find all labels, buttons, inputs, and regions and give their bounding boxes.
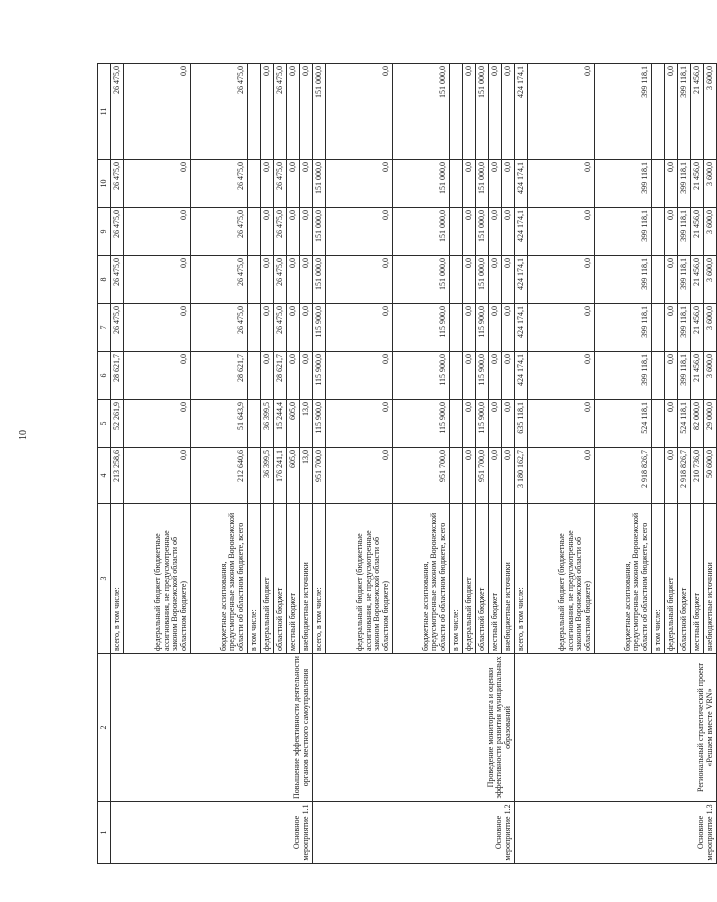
event-cell: Основное мероприятие 1.2 (313, 802, 515, 864)
amount-cell: 0,0 (326, 208, 393, 256)
amount-cell: 115 900,0 (313, 304, 326, 352)
amount-cell: 3 600,0 (704, 304, 717, 352)
amount-cell: 151 000,0 (476, 256, 489, 304)
amount-cell: 951 700,0 (393, 448, 450, 504)
amount-cell: 0,0 (463, 64, 476, 160)
page-number: 10 (18, 430, 29, 440)
amount-cell (652, 448, 665, 504)
amount-cell: 13,0 (300, 400, 313, 448)
amount-cell: 0,0 (463, 352, 476, 400)
amount-cell: 0,0 (300, 256, 313, 304)
amount-cell: 424 174,1 (515, 352, 528, 400)
amount-cell: 151 000,0 (313, 160, 326, 208)
funding-source-cell: бюджетные ассигнования, предусмотренные законом Воронежской области об областном бюджете, всего (191, 504, 248, 654)
amount-cell (248, 160, 261, 208)
amount-cell: 115 900,0 (476, 352, 489, 400)
funding-source-cell: всего, в том числе: (515, 504, 528, 654)
amount-cell (450, 256, 463, 304)
header-cell: 3 (98, 504, 111, 654)
amount-cell: 0,0 (528, 352, 595, 400)
amount-cell: 0,0 (528, 256, 595, 304)
amount-cell: 0,0 (665, 256, 678, 304)
amount-cell: 0,0 (665, 64, 678, 160)
amount-cell: 0,0 (502, 304, 515, 352)
amount-cell: 151 000,0 (313, 256, 326, 304)
amount-cell: 0,0 (463, 256, 476, 304)
amount-cell: 151 000,0 (313, 64, 326, 160)
amount-cell: 0,0 (665, 304, 678, 352)
amount-cell: 399 118,1 (678, 256, 691, 304)
amount-cell: 0,0 (665, 400, 678, 448)
amount-cell: 0,0 (502, 352, 515, 400)
event-cell: Основное мероприятие 1.3 (515, 802, 717, 864)
amount-cell: 605,0 (287, 448, 300, 504)
amount-cell (450, 352, 463, 400)
amount-cell: 0,0 (528, 208, 595, 256)
amount-cell (248, 448, 261, 504)
amount-cell: 0,0 (665, 448, 678, 504)
header-cell: 8 (98, 256, 111, 304)
amount-cell: 0,0 (300, 160, 313, 208)
amount-cell (450, 400, 463, 448)
amount-cell: 26 475,0 (274, 64, 287, 160)
amount-cell: 0,0 (528, 448, 595, 504)
header-cell: 5 (98, 400, 111, 448)
amount-cell: 26 475,0 (191, 160, 248, 208)
amount-cell: 21 456,0 (691, 208, 704, 256)
amount-cell: 424 174,1 (515, 304, 528, 352)
amount-cell: 0,0 (287, 208, 300, 256)
amount-cell: 115 900,0 (313, 352, 326, 400)
amount-cell: 0,0 (124, 64, 191, 160)
amount-cell (248, 256, 261, 304)
amount-cell: 424 174,1 (515, 64, 528, 160)
amount-cell: 26 475,0 (274, 256, 287, 304)
amount-cell: 36 399,5 (261, 400, 274, 448)
header-cell: 9 (98, 208, 111, 256)
amount-cell: 0,0 (287, 160, 300, 208)
amount-cell: 21 456,0 (691, 256, 704, 304)
funding-source-cell: внебюджетные источники (704, 504, 717, 654)
funding-source-cell: бюджетные ассигнования, предусмотренные законом Воронежской области об областном бюджете, всего (595, 504, 652, 654)
amount-cell: 399 118,1 (678, 64, 691, 160)
amount-cell: 399 118,1 (595, 352, 652, 400)
header-cell: 11 (98, 64, 111, 160)
amount-cell: 115 900,0 (393, 400, 450, 448)
amount-cell: 0,0 (489, 208, 502, 256)
amount-cell: 0,0 (489, 160, 502, 208)
amount-cell: 0,0 (665, 160, 678, 208)
amount-cell: 26 475,0 (191, 256, 248, 304)
amount-cell: 399 118,1 (595, 64, 652, 160)
amount-cell: 0,0 (489, 304, 502, 352)
amount-cell: 0,0 (261, 352, 274, 400)
amount-cell: 399 118,1 (595, 208, 652, 256)
amount-cell: 0,0 (300, 64, 313, 160)
amount-cell: 3 600,0 (704, 256, 717, 304)
amount-cell: 424 174,1 (515, 160, 528, 208)
amount-cell: 21 456,0 (691, 352, 704, 400)
amount-cell: 151 000,0 (476, 208, 489, 256)
amount-cell: 26 475,0 (274, 208, 287, 256)
amount-cell: 951 700,0 (476, 448, 489, 504)
header-cell: 1 (98, 802, 111, 864)
amount-cell: 635 118,1 (515, 400, 528, 448)
amount-cell: 151 000,0 (393, 64, 450, 160)
amount-cell: 0,0 (124, 400, 191, 448)
amount-cell: 0,0 (326, 256, 393, 304)
amount-cell: 0,0 (489, 64, 502, 160)
funding-source-cell: местный бюджет (489, 504, 502, 654)
amount-cell: 15 244,4 (274, 400, 287, 448)
amount-cell: 0,0 (463, 448, 476, 504)
amount-cell: 26 475,0 (191, 304, 248, 352)
funding-source-cell: областной бюджет (476, 504, 489, 654)
funding-source-cell: федеральный бюджет (463, 504, 476, 654)
amount-cell: 0,0 (528, 64, 595, 160)
amount-cell (248, 208, 261, 256)
amount-cell: 0,0 (665, 208, 678, 256)
amount-cell (248, 304, 261, 352)
amount-cell: 26 475,0 (274, 304, 287, 352)
amount-cell: 0,0 (489, 448, 502, 504)
amount-cell: 0,0 (489, 352, 502, 400)
amount-cell: 524 118,1 (678, 400, 691, 448)
event-name-cell: Региональный стратегический проект «Решаем вместе VRN» (515, 654, 717, 802)
amount-cell: 151 000,0 (393, 256, 450, 304)
header-cell: 6 (98, 352, 111, 400)
event-cell: Основное мероприятие 1.1 (111, 802, 313, 864)
amount-cell: 0,0 (326, 160, 393, 208)
amount-cell: 50 600,0 (704, 448, 717, 504)
amount-cell (248, 400, 261, 448)
amount-cell: 36 399,5 (261, 448, 274, 504)
amount-cell: 399 118,1 (595, 256, 652, 304)
header-cell: 7 (98, 304, 111, 352)
table-row (111, 64, 124, 864)
amount-cell: 399 118,1 (678, 304, 691, 352)
amount-cell: 0,0 (326, 304, 393, 352)
header-cell: 10 (98, 160, 111, 208)
amount-cell: 115 900,0 (313, 400, 326, 448)
amount-cell: 51 643,9 (191, 400, 248, 448)
amount-cell: 212 640,6 (191, 448, 248, 504)
amount-cell: 3 600,0 (704, 160, 717, 208)
amount-cell: 28 621,7 (111, 352, 124, 400)
funding-source-cell: областной бюджет (274, 504, 287, 654)
amount-cell: 82 000,0 (691, 400, 704, 448)
amount-cell: 0,0 (300, 208, 313, 256)
amount-cell: 52 261,9 (111, 400, 124, 448)
amount-cell: 115 900,0 (393, 304, 450, 352)
amount-cell: 151 000,0 (476, 64, 489, 160)
funding-source-cell: всего, в том числе: (313, 504, 326, 654)
amount-cell: 3 600,0 (704, 208, 717, 256)
amount-cell: 115 900,0 (476, 304, 489, 352)
amount-cell: 951 700,0 (313, 448, 326, 504)
amount-cell: 26 475,0 (111, 304, 124, 352)
amount-cell: 151 000,0 (393, 160, 450, 208)
amount-cell: 0,0 (124, 448, 191, 504)
event-name-cell: Проведение мониторинга и оценки эффективности развития муниципальных образований (313, 654, 515, 802)
amount-cell: 0,0 (326, 400, 393, 448)
amount-cell: 0,0 (124, 304, 191, 352)
amount-cell: 0,0 (463, 400, 476, 448)
amount-cell: 0,0 (124, 160, 191, 208)
amount-cell: 29 000,0 (704, 400, 717, 448)
funding-source-cell: местный бюджет (287, 504, 300, 654)
amount-cell: 26 475,0 (191, 64, 248, 160)
amount-cell (652, 160, 665, 208)
amount-cell: 151 000,0 (313, 208, 326, 256)
amount-cell: 3 180 162,7 (515, 448, 528, 504)
amount-cell: 0,0 (502, 448, 515, 504)
amount-cell (248, 352, 261, 400)
funding-source-cell: всего, в том числе: (111, 504, 124, 654)
amount-cell: 26 475,0 (111, 160, 124, 208)
amount-cell: 26 475,0 (191, 208, 248, 256)
amount-cell: 0,0 (502, 160, 515, 208)
amount-cell (450, 160, 463, 208)
funding-source-cell: федеральный бюджет (бюджетные ассигнования, не предусмотренные законом Воронежской области об областном бюджете) (124, 504, 191, 654)
funding-source-cell: областной бюджет (678, 504, 691, 654)
amount-cell: 28 621,7 (191, 352, 248, 400)
amount-cell: 424 174,1 (515, 256, 528, 304)
amount-cell: 0,0 (463, 160, 476, 208)
amount-cell: 0,0 (124, 352, 191, 400)
amount-cell: 0,0 (528, 400, 595, 448)
amount-cell: 21 456,0 (691, 160, 704, 208)
amount-cell: 524 118,1 (595, 400, 652, 448)
amount-cell: 0,0 (124, 256, 191, 304)
amount-cell: 26 475,0 (111, 256, 124, 304)
rotated-table-region (97, 64, 715, 864)
amount-cell: 213 258,6 (111, 448, 124, 504)
amount-cell: 3 600,0 (704, 64, 717, 160)
funding-source-cell: федеральный бюджет (бюджетные ассигнования, не предусмотренные законом Воронежской области об областном бюджете) (326, 504, 393, 654)
amount-cell: 0,0 (300, 352, 313, 400)
amount-cell: 0,0 (502, 64, 515, 160)
funding-source-cell: местный бюджет (691, 504, 704, 654)
amount-cell: 0,0 (287, 304, 300, 352)
funding-source-cell: бюджетные ассигнования, предусмотренные законом Воронежской области об областном бюджете, всего (393, 504, 450, 654)
amount-cell: 0,0 (326, 352, 393, 400)
table-row (313, 64, 326, 864)
amount-cell: 210 736,0 (691, 448, 704, 504)
amount-cell: 0,0 (124, 208, 191, 256)
amount-cell: 0,0 (261, 256, 274, 304)
amount-cell: 0,0 (528, 160, 595, 208)
amount-cell: 115 900,0 (393, 352, 450, 400)
header-row (98, 64, 111, 864)
budget-table (97, 63, 717, 864)
amount-cell: 399 118,1 (678, 208, 691, 256)
amount-cell: 399 118,1 (678, 352, 691, 400)
amount-cell: 2 918 826,7 (595, 448, 652, 504)
amount-cell (248, 64, 261, 160)
amount-cell: 0,0 (261, 160, 274, 208)
funding-source-cell: внебюджетные источники (300, 504, 313, 654)
amount-cell (450, 208, 463, 256)
amount-cell: 0,0 (326, 448, 393, 504)
amount-cell: 0,0 (261, 304, 274, 352)
amount-cell (652, 64, 665, 160)
amount-cell: 115 900,0 (476, 400, 489, 448)
amount-cell: 0,0 (489, 400, 502, 448)
amount-cell: 605,0 (287, 400, 300, 448)
amount-cell: 424 174,1 (515, 208, 528, 256)
amount-cell: 0,0 (287, 64, 300, 160)
amount-cell: 0,0 (261, 208, 274, 256)
amount-cell (652, 256, 665, 304)
funding-source-cell: в том числе: (450, 504, 463, 654)
amount-cell: 176 241,1 (274, 448, 287, 504)
event-name-cell: Повышение эффективности деятельности органов местного самоуправления (111, 654, 313, 802)
funding-source-cell: федеральный бюджет (261, 504, 274, 654)
amount-cell: 21 456,0 (691, 64, 704, 160)
funding-source-cell: в том числе: (248, 504, 261, 654)
amount-cell: 0,0 (463, 208, 476, 256)
amount-cell (450, 448, 463, 504)
amount-cell: 151 000,0 (393, 208, 450, 256)
amount-cell: 399 118,1 (595, 304, 652, 352)
header-cell: 2 (98, 654, 111, 802)
amount-cell (652, 208, 665, 256)
funding-source-cell: в том числе: (652, 504, 665, 654)
table-body (98, 64, 717, 864)
amount-cell: 26 475,0 (111, 208, 124, 256)
amount-cell: 0,0 (502, 208, 515, 256)
amount-cell: 0,0 (502, 400, 515, 448)
amount-cell: 151 000,0 (476, 160, 489, 208)
amount-cell: 0,0 (326, 64, 393, 160)
amount-cell: 0,0 (528, 304, 595, 352)
amount-cell: 21 456,0 (691, 304, 704, 352)
amount-cell: 26 475,0 (111, 64, 124, 160)
header-cell: 4 (98, 448, 111, 504)
funding-source-cell: внебюджетные источники (502, 504, 515, 654)
amount-cell: 28 621,7 (274, 352, 287, 400)
amount-cell: 0,0 (287, 256, 300, 304)
amount-cell (652, 400, 665, 448)
amount-cell (450, 304, 463, 352)
amount-cell (450, 64, 463, 160)
amount-cell: 13,0 (300, 448, 313, 504)
amount-cell: 26 475,0 (274, 160, 287, 208)
amount-cell: 2 918 826,7 (678, 448, 691, 504)
amount-cell: 0,0 (502, 256, 515, 304)
funding-source-cell: федеральный бюджет (665, 504, 678, 654)
amount-cell: 3 600,0 (704, 352, 717, 400)
table-row (515, 64, 528, 864)
amount-cell: 0,0 (665, 352, 678, 400)
amount-cell: 0,0 (463, 304, 476, 352)
amount-cell: 0,0 (300, 304, 313, 352)
amount-cell: 399 118,1 (678, 160, 691, 208)
amount-cell: 0,0 (489, 256, 502, 304)
funding-source-cell: федеральный бюджет (бюджетные ассигнования, не предусмотренные законом Воронежской области об областном бюджете) (528, 504, 595, 654)
amount-cell: 399 118,1 (595, 160, 652, 208)
amount-cell: 0,0 (261, 64, 274, 160)
amount-cell: 0,0 (287, 352, 300, 400)
amount-cell (652, 304, 665, 352)
amount-cell (652, 352, 665, 400)
